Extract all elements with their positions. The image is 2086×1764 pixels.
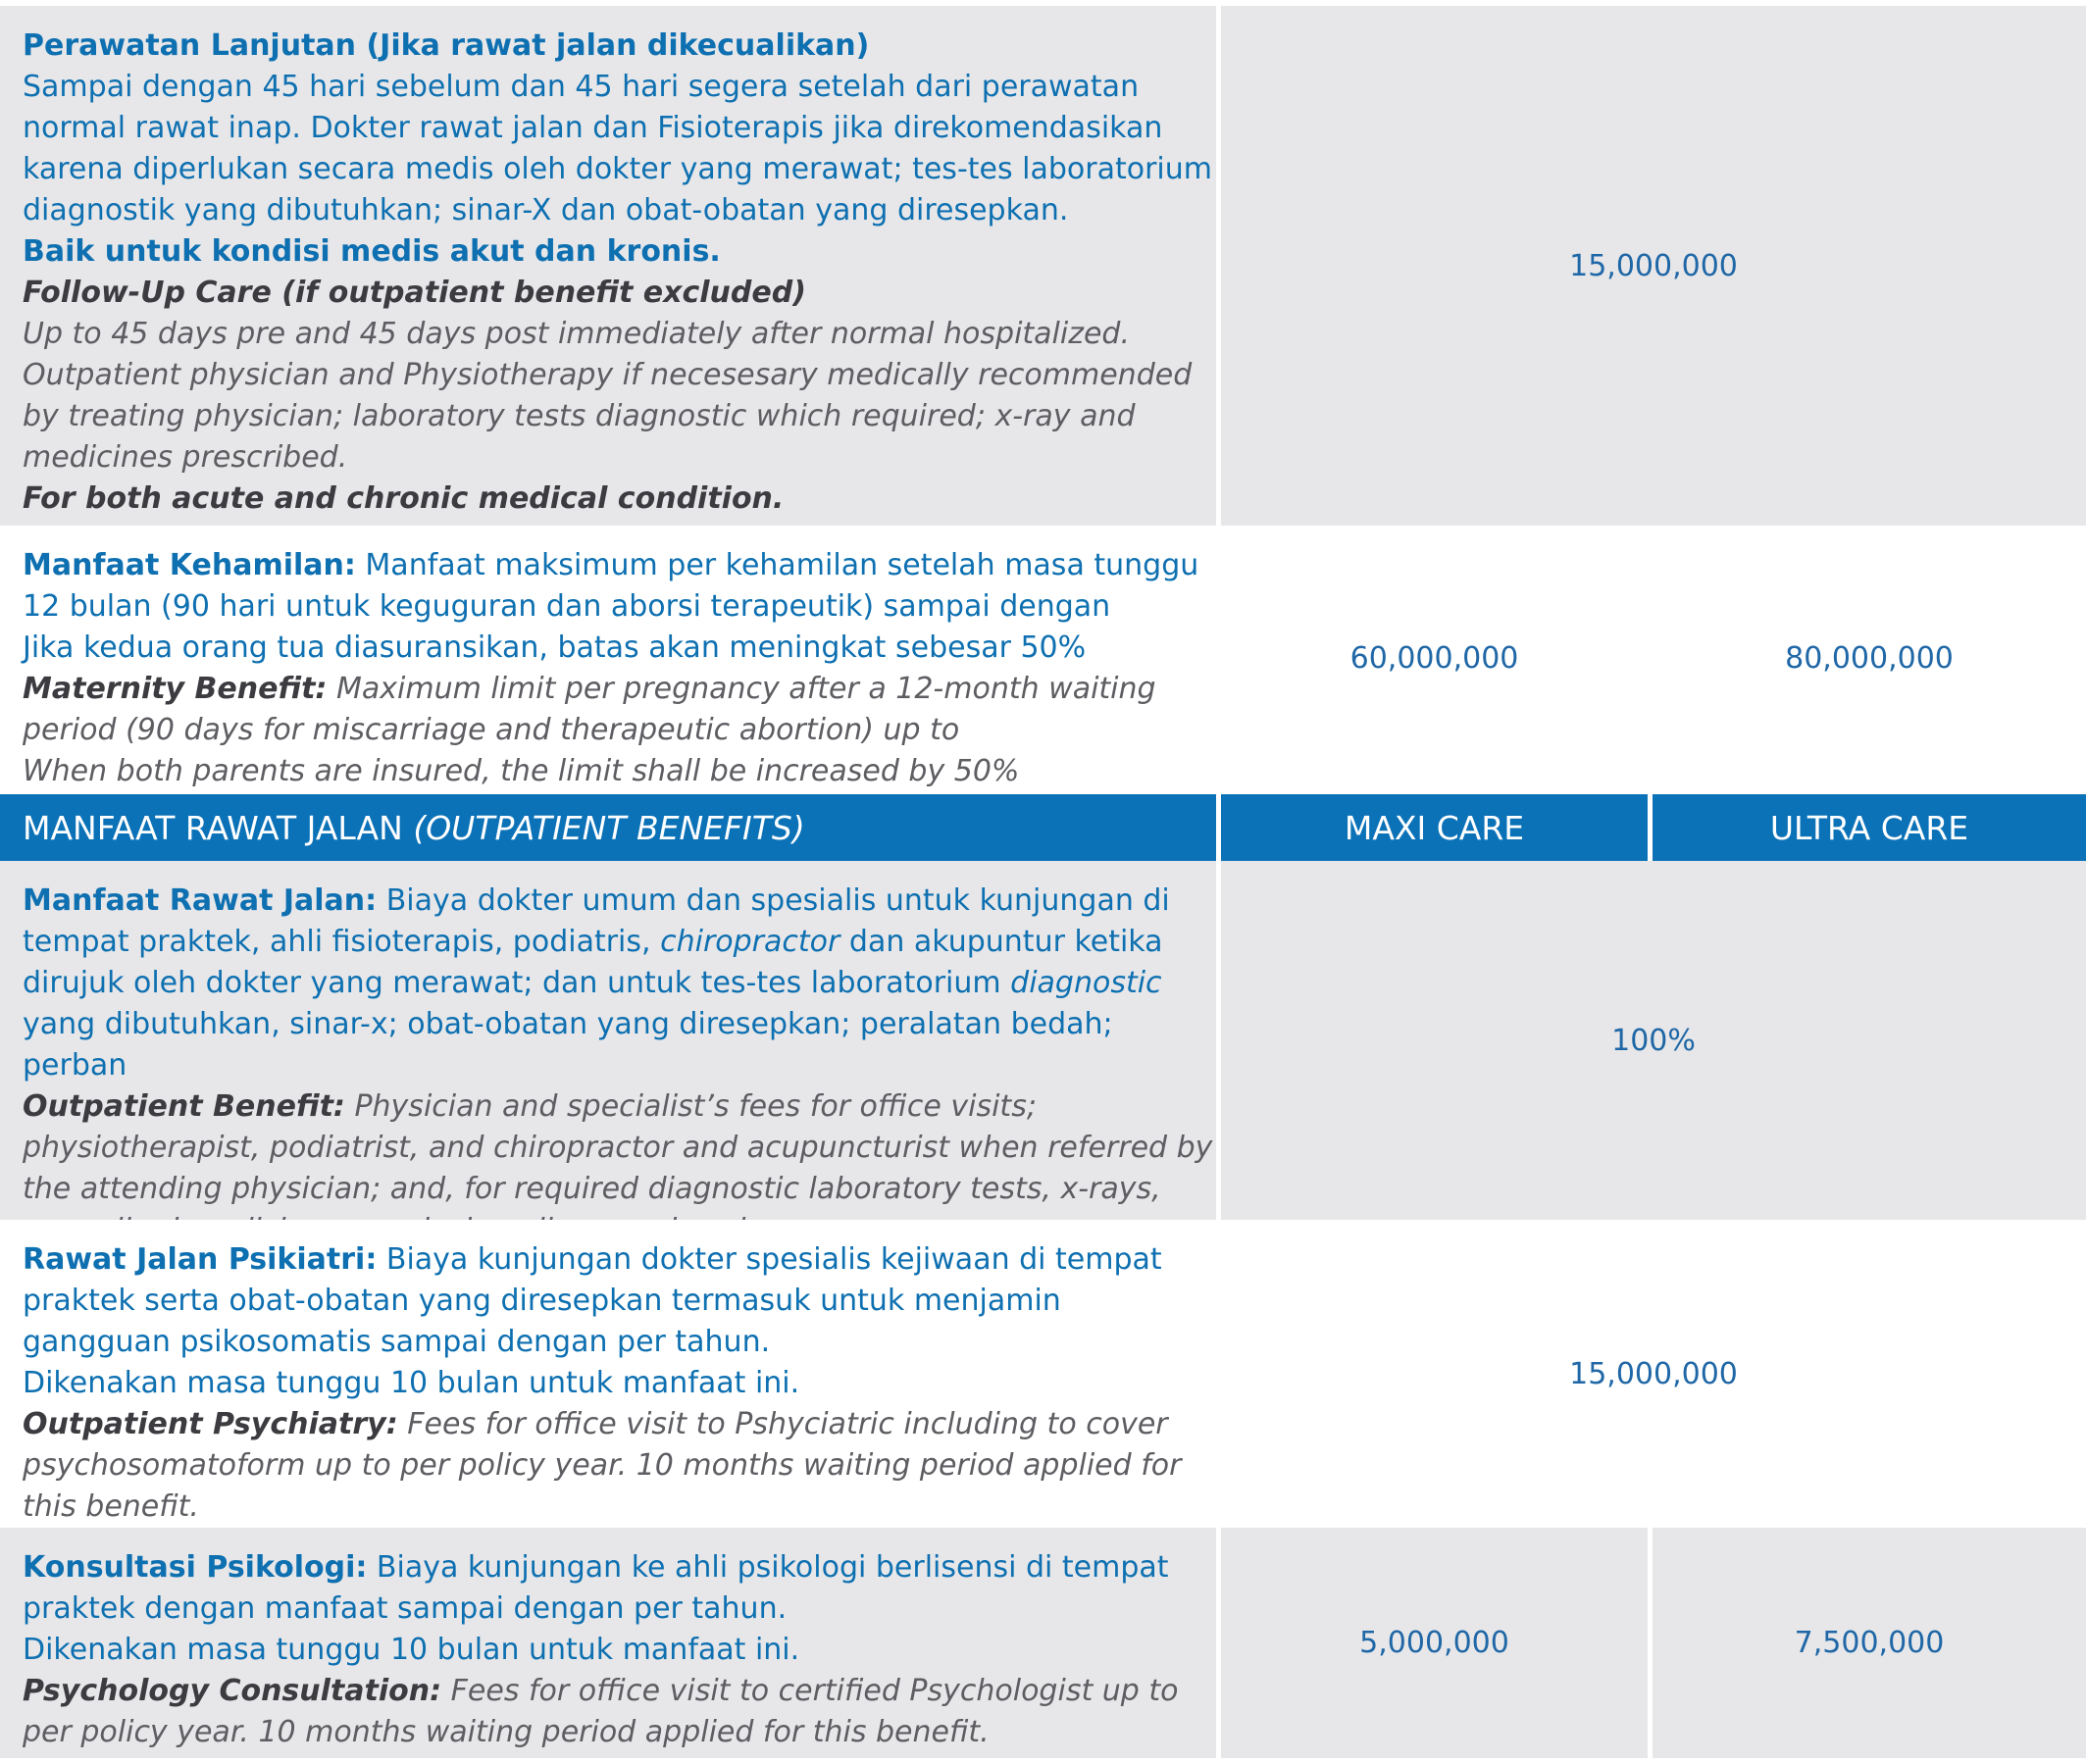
- outpatient-en-text: Physician and specialist’s fees for office visits; physiotherapist, podiatrist, and chiropractor and acupuncturist when referred by the attending physician; and, for required diagnostic laboratory tests, x-rays,: [23, 1089, 1213, 1206]
- psychiatry-description: [0, 1220, 1216, 1528]
- column-header-ultra-care: ULTRA CARE: [1653, 794, 2086, 861]
- section-title-id: MANFAAT RAWAT JALAN: [23, 808, 403, 847]
- table-row-psychiatry: [0, 1220, 2086, 1528]
- psychiatry-en-title: Outpatient Psychiatry:: [23, 1407, 398, 1441]
- table-row-follow-up-care: [0, 6, 2086, 526]
- section-title: [0, 794, 1216, 861]
- outpatient-value: 100%: [1221, 861, 2086, 1220]
- psychology-id-text2: Dikenakan masa tunggu 10 bulan untuk manfaat ini.: [23, 1633, 800, 1667]
- follow-up-value: 15,000,000: [1221, 6, 2086, 526]
- follow-up-en-title: Follow-Up Care (if outpatient benefit excluded): [23, 276, 806, 310]
- outpatient-id-text-c: yang dibutuhkan, sinar-x; obat-obatan yang diresepkan; peralatan bedah; perban: [23, 1007, 1113, 1083]
- psychiatry-id-title: Rawat Jalan Psikiatri:: [23, 1242, 378, 1277]
- maternity-en-text: Maximum limit per pregnancy after a 12-month waiting period (90 days for miscarriage and therapeutic abortion) up to: [23, 672, 1156, 747]
- section-title-en: (OUTPATIENT BENEFITS): [413, 808, 805, 847]
- outpatient-en-title: Outpatient Benefit:: [23, 1089, 345, 1124]
- outpatient-id-text-a: Biaya dokter umum dan spesialis untuk kunjungan di tempat praktek, ahli fisioterapis, podiatris,: [23, 883, 1170, 959]
- maternity-en-text2: When both parents are insured, the limit shall be increased by 50%: [23, 754, 1020, 788]
- outpatient-description: [0, 861, 1216, 1220]
- psychiatry-id-text: Biaya kunjungan dokter spesialis kejiwaan di tempat praktek serta obat-obatan yang diresepkan termasuk untuk menjamin gangguan psikosomatis sampai dengan per tahun.: [23, 1242, 1162, 1359]
- psychology-value-ultra: 7,500,000: [1653, 1528, 2086, 1758]
- psychology-id-text: Biaya kunjungan ke ahli psikologi berlisensi di tempat praktek dengan manfaat sampai dengan per tahun.: [23, 1550, 1169, 1626]
- psychiatry-value: 15,000,000: [1221, 1220, 2086, 1528]
- follow-up-id-title: Perawatan Lanjutan (Jika rawat jalan dikecualikan): [23, 28, 870, 63]
- follow-up-en-note: For both acute and chronic medical condition.: [23, 481, 785, 516]
- psychology-value-maxi: 5,000,000: [1221, 1528, 1648, 1758]
- follow-up-description: [0, 6, 1216, 526]
- follow-up-en-text: Up to 45 days pre and 45 days post immediately after normal hospitalized. Outpatient physician and Physiotherapy if necesesary medically recommended by treating physician; laboratory tests diagnostic which required; x-ray and medicines prescribed.: [23, 317, 1193, 475]
- follow-up-id-note: Baik untuk kondisi medis akut dan kronis.: [23, 234, 721, 269]
- maternity-en-title: Maternity Benefit:: [23, 672, 328, 706]
- outpatient-id-italic-1: chiropractor: [660, 925, 840, 959]
- psychology-en-text: Fees for office visit to certified Psychologist up to per policy year. 10 months waiting period applied for this benefit.: [23, 1674, 1179, 1749]
- outpatient-id-italic-2: diagnostic: [1010, 966, 1162, 1000]
- table-row-psychology: [0, 1528, 2086, 1758]
- maternity-description: [0, 526, 1216, 790]
- outpatient-id-title: Manfaat Rawat Jalan:: [23, 883, 378, 918]
- psychology-en-title: Psychology Consultation:: [23, 1674, 442, 1708]
- maternity-id-text: Manfaat maksimum per kehamilan setelah masa tunggu 12 bulan (90 hari untuk keguguran dan aborsi terapeutik) sampai dengan: [23, 548, 1199, 624]
- outpatient-id-text-b: dan akupuntur ketika dirujuk oleh dokter yang merawat; dan untuk tes-tes laboratorium: [23, 925, 1163, 1000]
- maternity-value-ultra: 80,000,000: [1653, 526, 2086, 790]
- maternity-value-maxi: 60,000,000: [1221, 526, 1648, 790]
- psychology-description: [0, 1528, 1216, 1758]
- follow-up-id-text: Sampai dengan 45 hari sebelum dan 45 hari segera setelah dari perawatan normal rawat inap. Dokter rawat jalan dan Fisioterapis jika direkomendasikan karena diperlukan secara medis oleh dokter yang merawat; tes-tes laboratorium diagnostik yang dibutuhkan; sinar-X dan obat-obatan yang diresepkan.: [23, 70, 1213, 227]
- table-row-outpatient: [0, 861, 2086, 1220]
- section-header-outpatient: [0, 794, 2086, 861]
- psychology-id-title: Konsultasi Psikologi:: [23, 1550, 368, 1585]
- maternity-id-title: Manfaat Kehamilan:: [23, 548, 356, 582]
- table-row-maternity: [0, 526, 2086, 790]
- psychiatry-id-text2: Dikenakan masa tunggu 10 bulan untuk manfaat ini.: [23, 1366, 800, 1400]
- column-header-maxi-care: MAXI CARE: [1221, 794, 1648, 861]
- maternity-id-text2: Jika kedua orang tua diasuransikan, batas akan meningkat sebesar 50%: [23, 630, 1087, 665]
- psychiatry-en-text: Fees for office visit to Pshyciatric including to cover psychosomatoform up to per policy year. 10 months waiting period applied for this benefit.: [23, 1407, 1182, 1524]
